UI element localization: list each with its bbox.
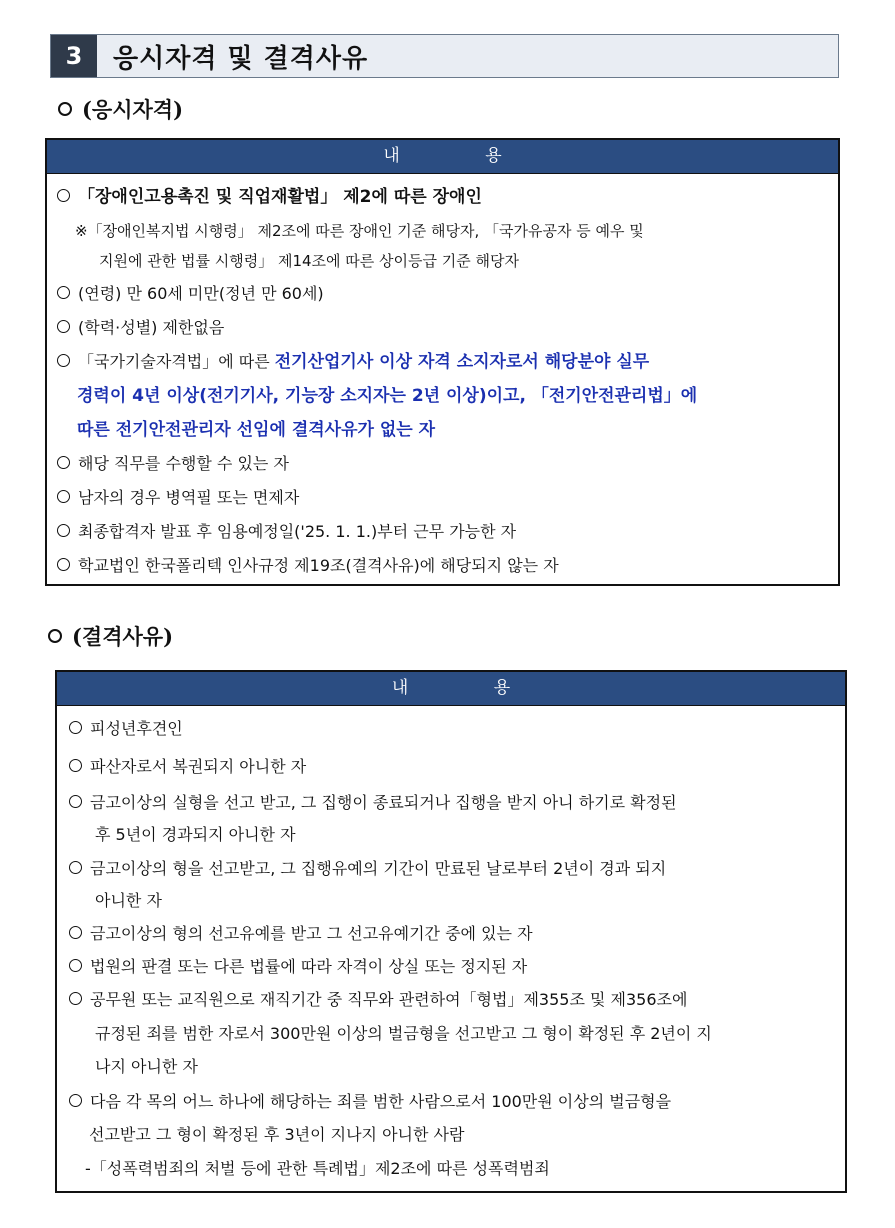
list-item: 학교법인 한국폴리텍 인사규정 제19조(결격사유)에 해당되지 않는 자 [57,549,828,583]
circle-bullet-icon [57,320,70,333]
license-line: 경력이 4년 이상(전기기사, 기능장 소지자는 2년 이상)이고, 「전기안전관리법」에 [77,386,698,406]
circle-bullet-icon [57,524,70,537]
continuation-line: 후 5년이 경과되지 아니한 자 [95,825,296,844]
list-item: 남자의 경우 병역필 또는 면제자 [57,481,828,515]
circle-bullet-icon [48,629,62,643]
list-item: 해당 직무를 수행할 수 있는 자 [57,447,828,481]
note-line: 지원에 관한 법률 시행령」 제14조에 따른 상이등급 기준 해당자 [99,252,519,270]
circle-bullet-icon [69,721,82,734]
list-item: 피성년후견인 [69,712,835,746]
circle-bullet-icon [57,456,70,469]
list-item: 최종합격자 발표 후 임용예정일('25. 1. 1.)부터 근무 가능한 자 [57,515,828,549]
license-line: 따른 전기안전관리자 선임에 결격사유가 없는 자 [77,420,436,440]
circle-bullet-icon [69,926,82,939]
sub-item: -「성폭력범죄의 처벌 등에 관한 특례법」제2조에 따른 성폭력범죄 [85,1159,550,1178]
circle-bullet-icon [57,490,70,503]
list-item: 공무원 또는 교직원으로 재직기간 중 직무와 관련하여「형법」제355조 및 제356조에 [69,983,835,1017]
list-item: 다음 각 목의 어느 하나에 해당하는 죄를 범한 사람으로서 100만원 이상의 벌금형을 [69,1085,835,1119]
list-item: 「국가기술자격법」에 따른 전기산업기사 이상 자격 소지자로서 해당분야 실무 [57,345,828,379]
section-title: 응시자격 및 결격사유 [113,43,369,74]
list-item: 「장애인고용촉진 및 직업재활법」 제2에 따른 장애인 [57,180,828,214]
qualifications-heading-text: (응시자격) [82,97,184,122]
qualifications-heading [58,94,183,124]
circle-bullet-icon [57,286,70,299]
list-item: 법원의 판결 또는 다른 법률에 따라 자격이 상실 또는 정지된 자 [69,950,835,984]
section-number: 3 [51,35,97,77]
circle-bullet-icon [57,354,70,367]
circle-bullet-icon [69,795,82,808]
circle-bullet-icon [69,959,82,972]
disqualifications-heading [48,621,173,651]
circle-bullet-icon [69,861,82,874]
circle-bullet-icon [57,189,70,202]
circle-bullet-icon [69,759,82,772]
continuation-line: 선고받고 그 형이 확정된 후 3년이 지나지 아니한 사람 [89,1125,465,1144]
continuation-line: 아니한 자 [95,891,162,910]
circle-bullet-icon [57,558,70,571]
note-line: ※「장애인복지법 시행령」 제2조에 따른 장애인 기준 해당자, 「국가유공자 등 예우 및 [75,222,644,240]
circle-bullet-icon [58,102,72,116]
section-header [50,34,839,78]
qualifications-table-header: 내 용 [47,140,838,174]
disqualifications-table [55,670,847,1193]
continuation-line: 나지 아니한 자 [95,1057,198,1076]
circle-bullet-icon [69,992,82,1005]
list-item: (학력·성별) 제한없음 [57,311,828,345]
disqualifications-heading-text: (결격사유) [72,624,174,649]
list-item: 금고이상의 형을 선고받고, 그 집행유예의 기간이 만료된 날로부터 2년이 경과 되지 [69,852,835,886]
qualifications-table [45,138,840,586]
list-item: 금고이상의 형의 선고유예를 받고 그 선고유예기간 중에 있는 자 [69,917,835,951]
continuation-line: 규정된 죄를 범한 자로서 300만원 이상의 벌금형을 선고받고 그 형이 확정된 후 2년이 지 [95,1024,712,1043]
list-item: 금고이상의 실형을 선고 받고, 그 집행이 종료되거나 집행을 받지 아니 하기로 확정된 [69,786,835,820]
circle-bullet-icon [69,1094,82,1107]
list-item: 파산자로서 복권되지 아니한 자 [69,750,835,784]
disqualifications-table-header: 내 용 [57,672,845,706]
list-item: (연령) 만 60세 미만(정년 만 60세) [57,277,828,311]
